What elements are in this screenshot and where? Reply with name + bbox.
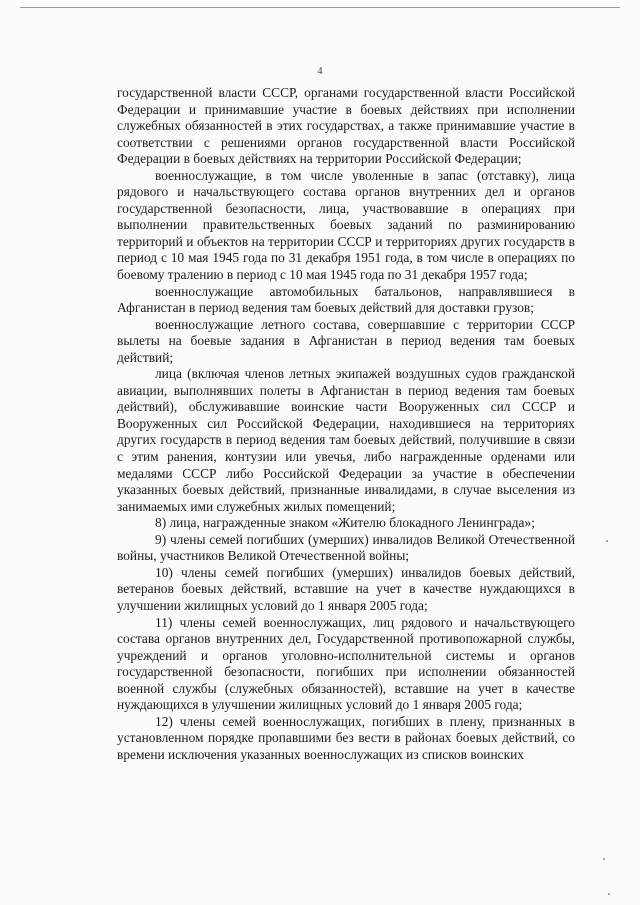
list-item-9: 9) члены семей погибших (умерших) инвалидов Великой Отечественной войны, участников Великой Отечественной войны; bbox=[117, 531, 575, 564]
paragraph: лица (включая членов летных экипажей воздушных судов гражданской авиации, выполнявших полеты в Афганистан в период ведения там боевых действий), обслуживавшие воинские части Вооруженных сил СССР и Вооруженных сил Российской Федерации, находившиеся на территориях других государств в период ведения там боевых действий, получившие в связи с этим ранения, контузии или увечья, либо награжденные орденами или медалями СССР либо Российской Федерации за участие в обеспечении указанных боевых действий, признанные инвалидами, в случае выселения из занимаемых ими служебных жилых помещений; bbox=[117, 366, 575, 514]
scan-top-edge bbox=[20, 7, 620, 8]
scan-speck bbox=[603, 858, 605, 860]
paragraph: военнослужащие летного состава, совершавшие с территории СССР вылеты на боевые задания в Афганистан в период ведения там боевых действий; bbox=[117, 316, 575, 365]
list-item-10: 10) члены семей погибших (умерших) инвалидов боевых действий, ветеранов боевых действий, вставшие на учет в качестве нуждающихся в улучшении жилищных условий до 1 января 2005 года; bbox=[117, 564, 575, 613]
page-number: 4 bbox=[317, 66, 323, 77]
list-item-11: 11) члены семей военнослужащих, лиц рядового и начальствующего состава органов внутренних дел, Государственной противопожарной службы, учреждений и органов уголовно-исполнительной системы и органов государственной безопасности, погибших при исполнении обязанностей военной службы (служебных обязанностей), вставшие на учет в качестве нуждающихся в улучшении жилищных условий до 1 января 2005 года; bbox=[117, 614, 575, 713]
list-item-12: 12) члены семей военнослужащих, погибших в плену, признанных в установленном порядке пропавшими без вести в районах боевых действий, со времени исключения указанных военнослужащих из списков воинских bbox=[117, 713, 575, 762]
document-body bbox=[117, 85, 575, 763]
list-item-8: 8) лица, награжденные знаком «Жителю блокадного Ленинграда»; bbox=[155, 515, 535, 531]
scan-speck bbox=[606, 540, 608, 542]
scan-speck bbox=[608, 893, 610, 895]
paragraph-continuation: государственной власти СССР, органами государственной власти Российской Федерации и принимавшие участие в боевых действиях при исполнении служебных обязанностей в этих государствах, а также принимавшие участие в соответствии с решениями органов государственной власти Российской Федерации в боевых действиях на территории Российской Федерации; bbox=[117, 85, 575, 167]
paragraph: военнослужащие, в том числе уволенные в запас (отставку), лица рядового и начальствующего состава органов внутренних дел и органов государственной безопасности, лица, участвовавшие в операциях при выполнении правительственных боевых заданий по разминированию территорий и объектов на территории СССР и территориях других государств в период с 10 мая 1945 года по 31 декабря 1951 года, в том числе в операциях по боевому тралению в период с 10 мая 1945 года по 31 декабря 1957 года; bbox=[117, 167, 575, 283]
paragraph: военнослужащие автомобильных батальонов, направлявшиеся в Афганистан в период ведения там боевых действий для доставки грузов; bbox=[117, 283, 575, 316]
